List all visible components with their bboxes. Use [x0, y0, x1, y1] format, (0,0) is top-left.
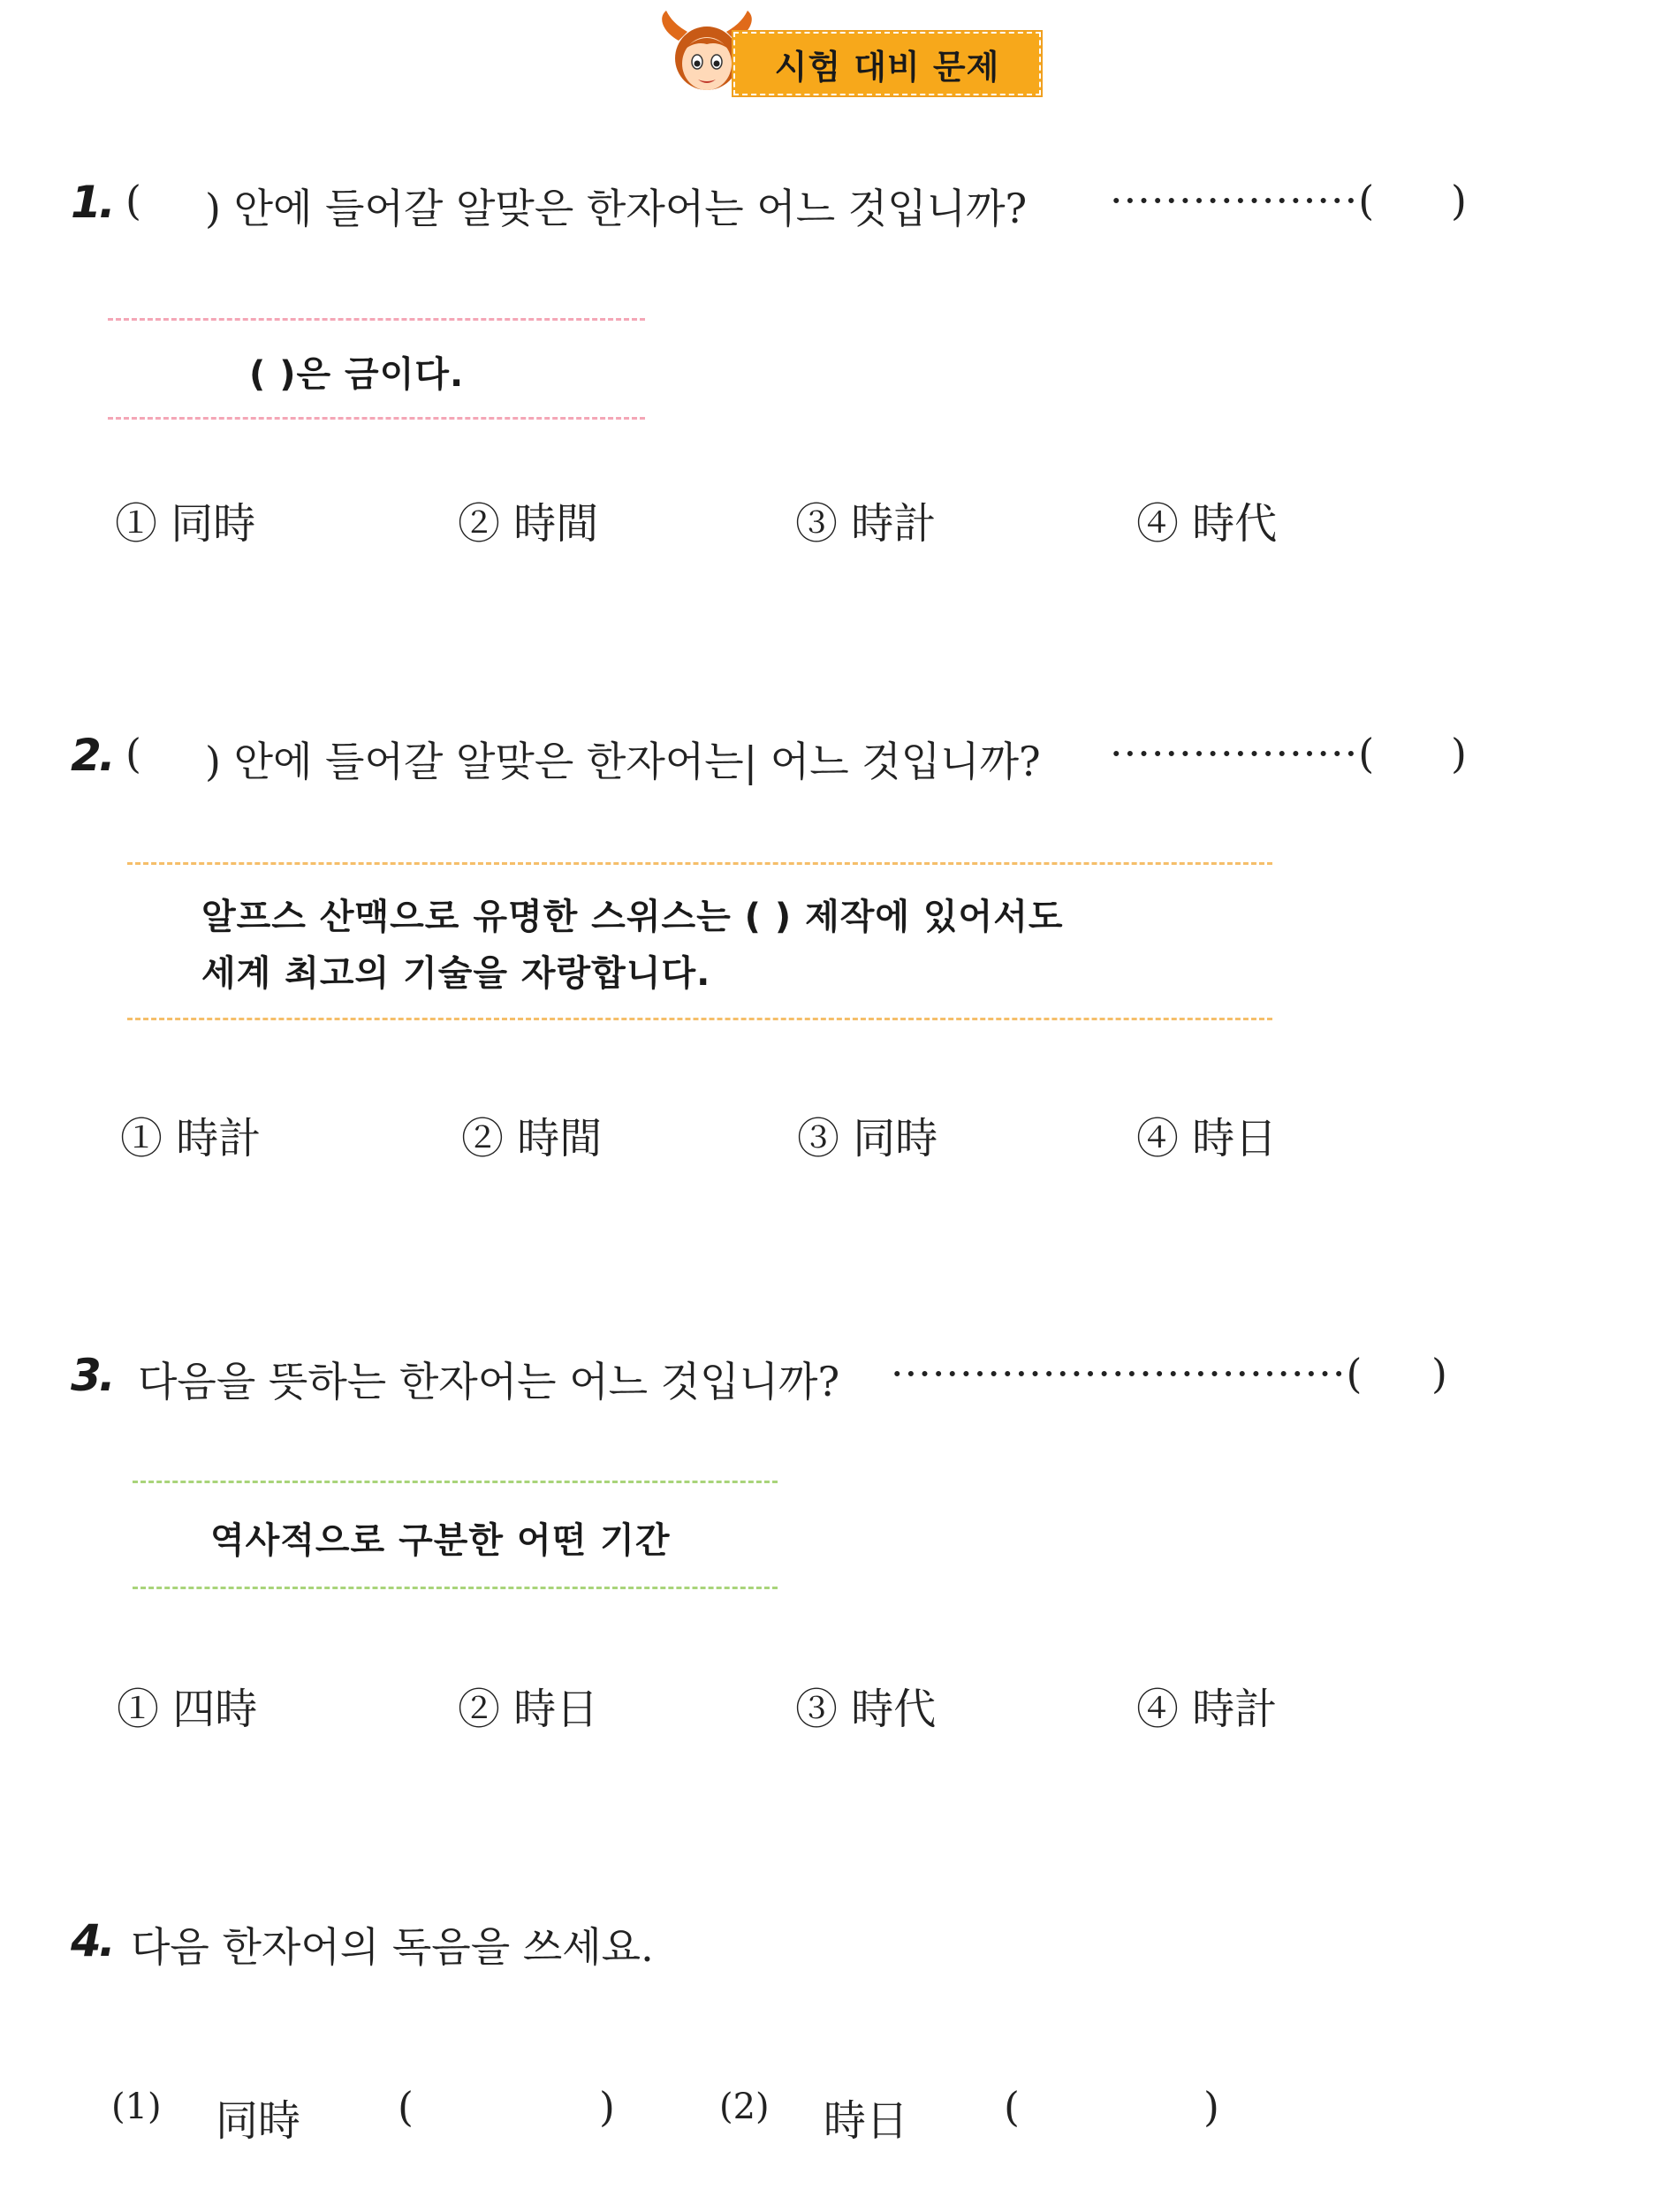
answer-blank-open-2[interactable]: ( [1004, 2083, 1020, 2131]
box-bottom-border [108, 417, 645, 420]
choice-1[interactable]: ① 同時 [115, 499, 256, 549]
box-sentence: ( )은 금이다. [249, 354, 465, 395]
choice-1[interactable]: ① 時計 [120, 1114, 262, 1163]
choice-2[interactable]: ② 時間 [461, 1114, 603, 1163]
box-bottom-border [127, 1018, 1272, 1020]
question-text: 다음 한자어의 독음을 쓰세요. [131, 1923, 654, 1971]
answer-blank-open-1[interactable]: ( [398, 2083, 414, 2131]
box-bottom-border [133, 1587, 778, 1589]
question-text: ) 안에 들어갈 알맞은 한자어는 어느 것입니까? [205, 185, 1028, 232]
box-definition: 역사적으로 구분한 어떤 기간 [210, 1520, 671, 1561]
question-number: 4. [71, 1915, 113, 1966]
answer-blank-close-2[interactable]: ) [1203, 2083, 1219, 2131]
question-number: 3. [71, 1350, 113, 1401]
choice-3[interactable]: ③ 時計 [795, 499, 937, 549]
question-text: 다음을 뜻하는 한자어는 어느 것입니까? [138, 1358, 840, 1405]
item-number-2: (2) [719, 2087, 770, 2127]
choice-4[interactable]: ④ 時計 [1136, 1685, 1278, 1734]
answer-blank-close[interactable]: ) [1451, 730, 1467, 777]
box-top-border [133, 1481, 778, 1483]
section-badge: 시험 대비 문제 [733, 32, 1041, 95]
choice-4[interactable]: ④ 時代 [1136, 499, 1278, 549]
question-number: 1. [71, 177, 113, 228]
question-number: 2. [71, 730, 113, 781]
answer-leader: ··················( [1110, 730, 1376, 777]
choice-2[interactable]: ② 時日 [458, 1685, 599, 1734]
answer-blank-close[interactable]: ) [1451, 177, 1467, 224]
answer-blank-close-1[interactable]: ) [599, 2083, 615, 2131]
answer-leader: ··················( [1110, 177, 1376, 224]
box-sentence-line-1: 알프스 산맥으로 유명한 스위스는 ( ) 제작에 있어서도 [201, 897, 1064, 937]
choice-1[interactable]: ① 四時 [117, 1685, 258, 1734]
question-text: ) 안에 들어갈 알맞은 한자어는| 어느 것입니까? [205, 738, 1041, 785]
item-word-2: 時日 [824, 2096, 909, 2146]
choice-3[interactable]: ③ 時代 [795, 1685, 937, 1734]
box-top-border [127, 862, 1272, 865]
item-number-1: (1) [111, 2087, 162, 2127]
choice-3[interactable]: ③ 同時 [797, 1114, 938, 1163]
answer-blank-close[interactable]: ) [1431, 1350, 1447, 1398]
question-open-paren: ( [125, 730, 141, 777]
choice-4[interactable]: ④ 時日 [1136, 1114, 1278, 1163]
item-word-1: 同時 [216, 2096, 301, 2146]
box-sentence-line-2: 세계 최고의 기술을 자랑합니다. [201, 953, 711, 994]
choice-2[interactable]: ② 時間 [458, 499, 599, 549]
box-top-border [108, 318, 645, 321]
answer-leader: ·································( [891, 1350, 1363, 1398]
question-open-paren: ( [125, 177, 141, 224]
